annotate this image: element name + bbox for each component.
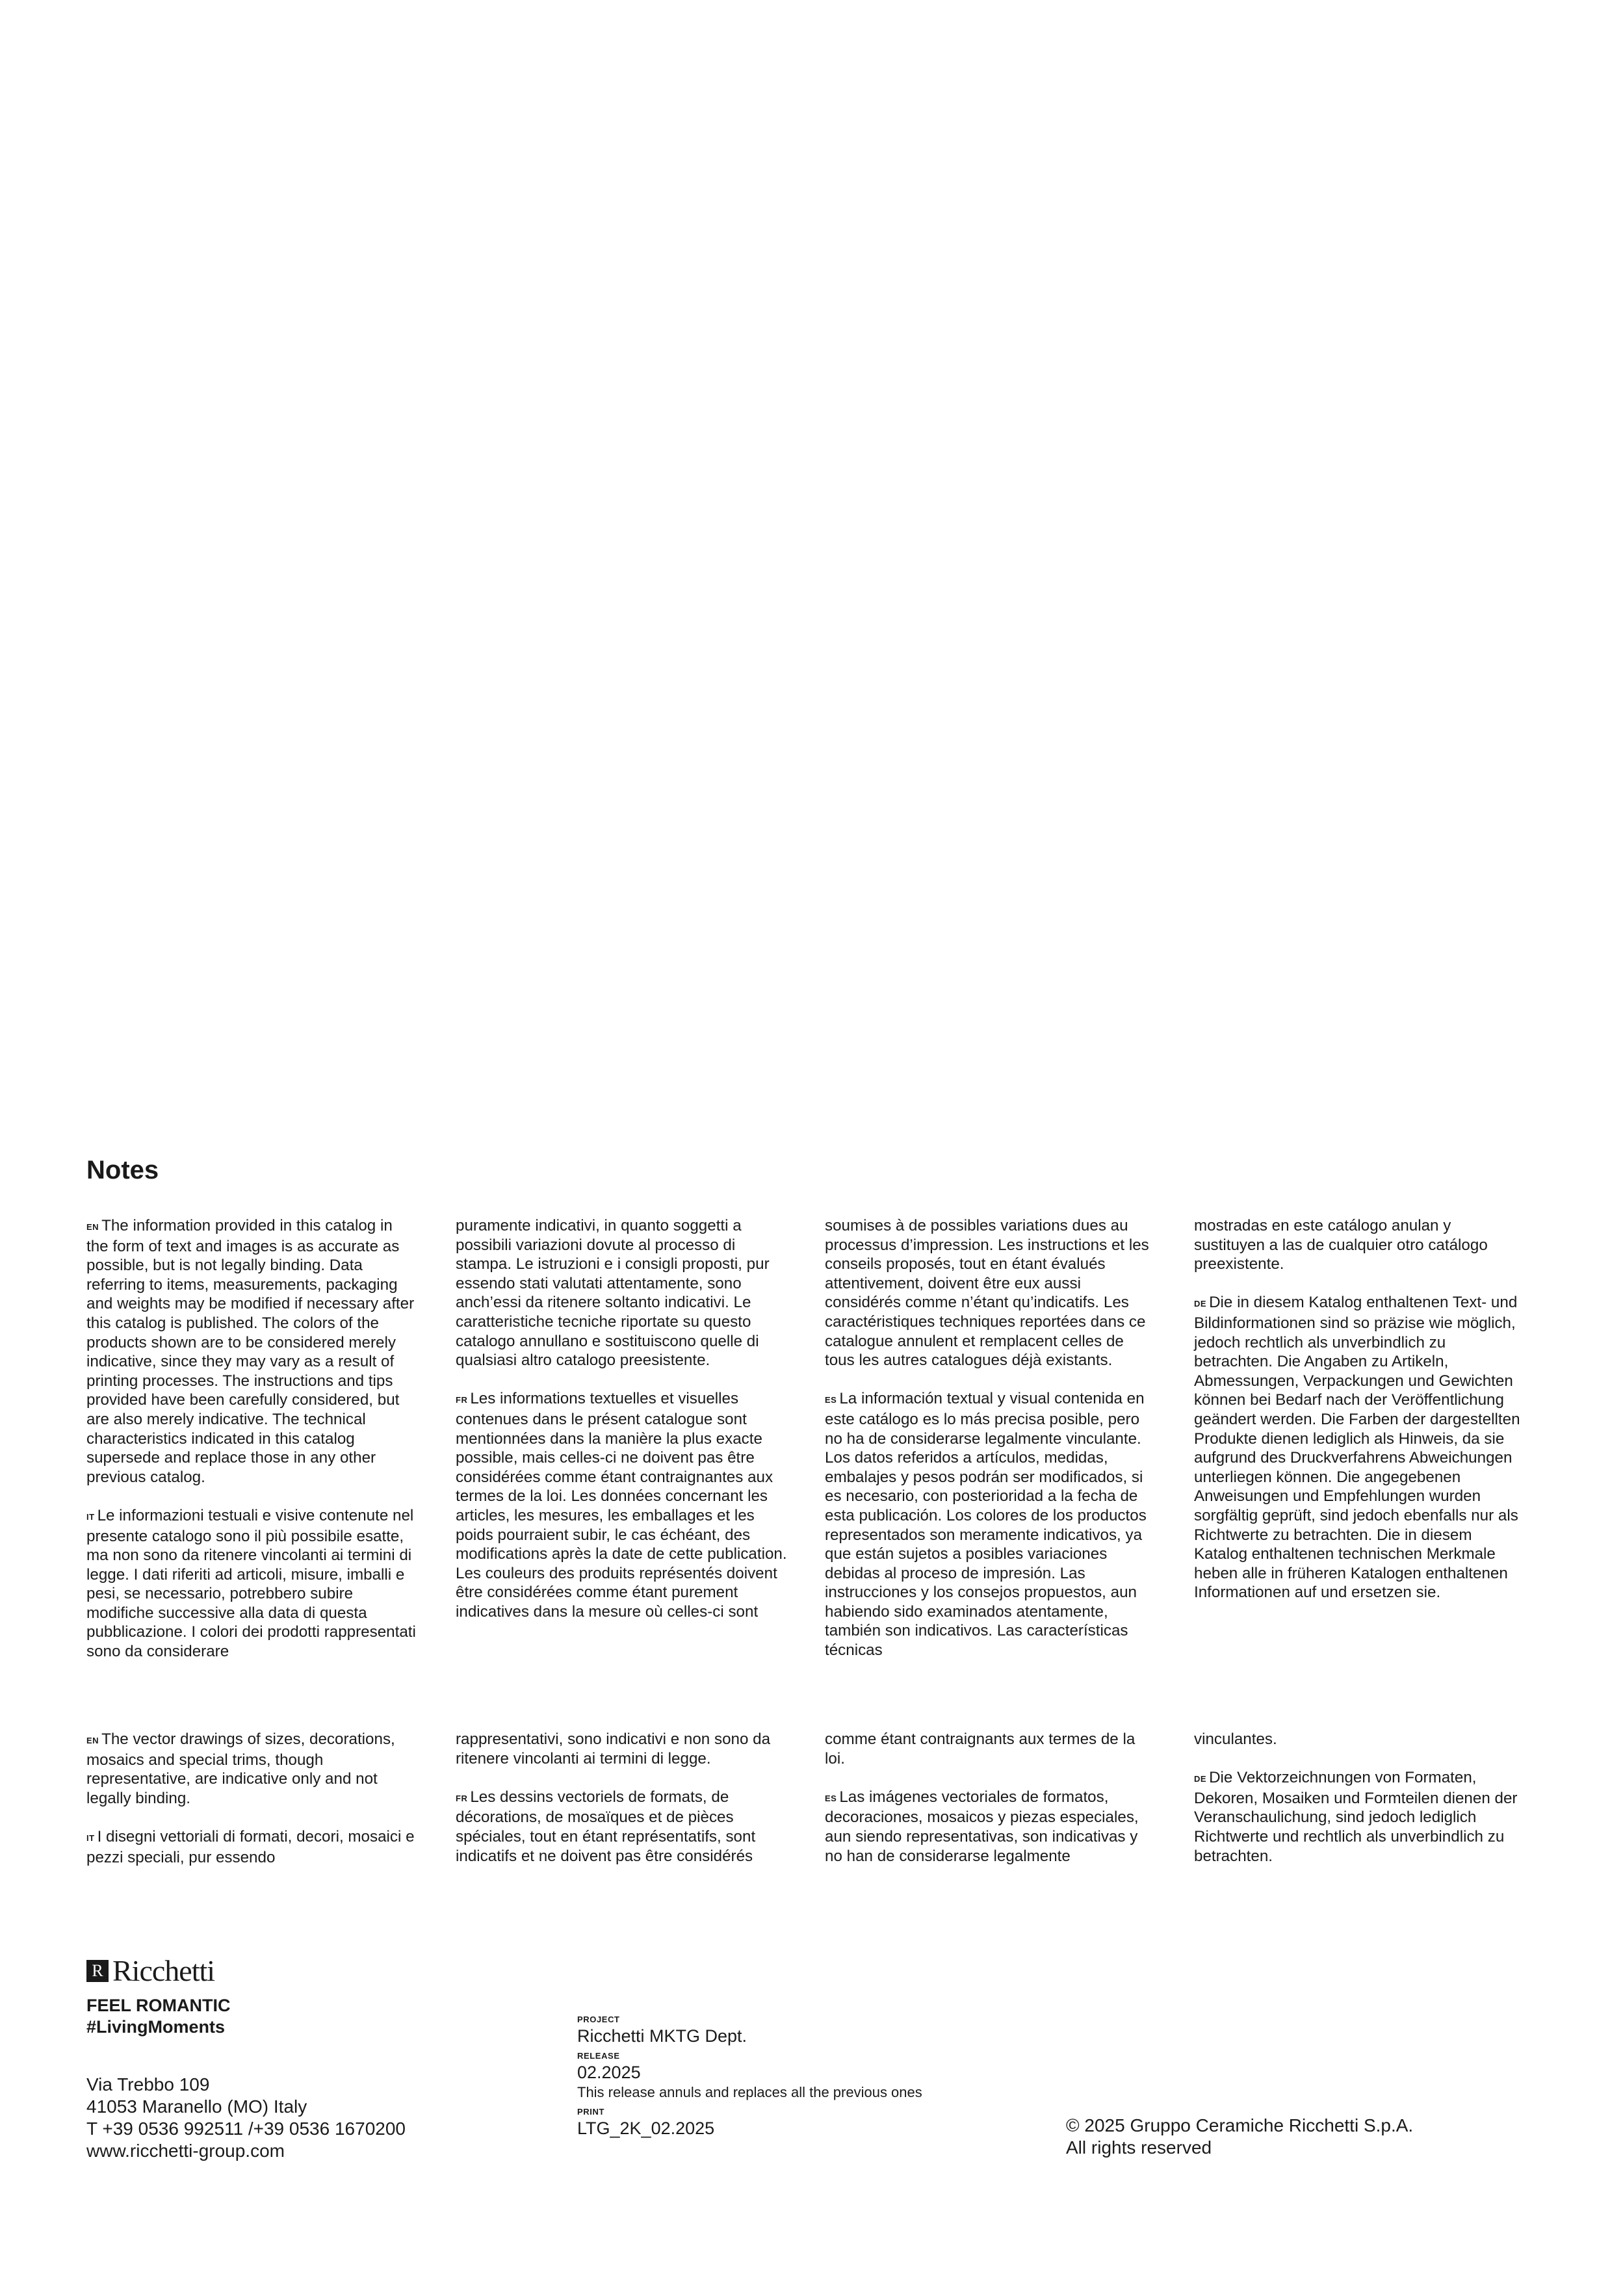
language-code: IT — [86, 1833, 95, 1843]
paragraph-text: The vector drawings of sizes, decorations, mosaics and special trims, though representative, are indicative only and not legally binding. — [86, 1730, 395, 1807]
print-value: LTG_2K_02.2025 — [577, 2119, 715, 2138]
paragraph-text: La información textual y visual contenida en este catálogo es lo más precisa posible, pero no ha de considerarse legalmente vinculante. Los datos referidos a artículos, medidas, embalajes y pesos podrán ser modificados, si es necesario, con posterioridad a la fecha de esta publicación. Los colores de los productos representados son meramente indicativos, ya que están sujetos a posibles variaciones debidas al proceso de impresión. Las instrucciones y los consejos propuestos, aun habiendo sido examinados atentamente, también son indicativos. Las características técnicas — [825, 1390, 1147, 1660]
paragraph-text: I disegni vettoriali di formati, decori, mosaici e pezzi speciali, pur essendo — [86, 1827, 415, 1866]
paragraph-text: Die Vektorzeichnungen von Formaten, Dekoren, Mosaiken und Formteilen dienen der Veranschaulichung, sind jedoch lediglich Richtwerte und rechtlich als unverbindlich zu betrachten. — [1194, 1769, 1518, 1865]
notes-paragraph-fr-cont — [825, 1216, 1156, 1370]
brand-tagline: FEEL ROMANTIC — [86, 1996, 231, 2015]
language-code: FR — [456, 1395, 468, 1405]
paragraph-text: puramente indicativi, in quanto soggetti a possibili variazioni dovute al processo di stampa. Le istruzioni e i consigli proposti, pur essendo stati valutati attentamente, sono anch’essi da ritenere soltanto indicativi. Le caratteristiche tecniche riportate su questo catalogo annullano e sostituiscono quelle di qualsiasi altro catalogo preesistente. — [456, 1217, 770, 1370]
rights-reserved-line: All rights reserved — [1066, 2137, 1212, 2158]
language-code: DE — [1194, 1299, 1207, 1309]
notes-paragraph-es — [825, 1389, 1156, 1660]
vector-drawings-disclaimer-block — [86, 1730, 1529, 1886]
project-value: Ricchetti MKTG Dept. — [577, 2026, 747, 2046]
vector-paragraph-it — [86, 1827, 418, 1867]
paragraph-text: comme étant contraignants aux termes de la loi. — [825, 1730, 1136, 1768]
publication-meta — [577, 2010, 922, 2139]
address-street: Via Trebbo 109 — [86, 2074, 210, 2094]
language-code: EN — [86, 1222, 99, 1232]
paragraph-text: Las imágenes vectoriales de formatos, decoraciones, mosaicos y piezas especiales, aun siendo representativas, son indicativas y no han de considerarse legalmente — [825, 1788, 1139, 1865]
vector-column-1 — [86, 1730, 418, 1886]
vector-paragraph-de — [1194, 1768, 1526, 1866]
paragraph-text: The information provided in this catalog in the form of text and images is as accurate as possible, but is not legally binding. Data referring to items, measurements, packaging and weights may be modified if necessary after this catalog is published. The colors of the products shown are to be considered merely indicative, since they may vary as a result of printing processes. The instructions and tips provided have been carefully considered, but are also merely indicative. The technical characteristics indicated in this catalog supersede and replace those in any other previous catalog. — [86, 1217, 415, 1486]
logo-mark-icon: R — [86, 1960, 109, 1982]
notes-column-1 — [86, 1216, 418, 1680]
language-code: ES — [825, 1793, 837, 1803]
release-note: This release annuls and replaces all the previous ones — [577, 2084, 922, 2100]
language-code: FR — [456, 1793, 468, 1803]
brand-hashtag: #LivingMoments — [86, 2017, 226, 2037]
vector-paragraph-en — [86, 1730, 418, 1808]
paragraph-text: Les informations textuelles et visuelles contenues dans le présent catalogue sont mentionnées dans la manière la plus exacte possible, mais celles-ci ne doivent pas être considérées comme étant contraignantes aux termes de la loi. Les données concernant les articles, les mesures, les emballages et les poids pourraient subir, le cas échéant, des modifications après la date de cette publication. Les couleurs des produits représentés doivent être considérées comme étant purement indicatives dans la mesure où celles-ci sont — [456, 1390, 787, 1621]
notes-paragraph-es-cont — [1194, 1216, 1526, 1274]
notes-paragraph-de — [1194, 1293, 1526, 1602]
notes-paragraph-it — [86, 1506, 418, 1662]
paragraph-text: Le informazioni testuali e visive contenute nel presente catalogo sono il più possibile esatte, ma non sono da ritenere vincolanti ai termini di legge. I dati riferiti ad articoli, misure, imballi e pesi, se necessario, potrebbero subire modifiche successive alla data di questa pubblicazione. I colori dei prodotti rappresentati sono da considerare — [86, 1506, 416, 1661]
notes-paragraph-fr — [456, 1389, 787, 1621]
vector-paragraph-es-cont — [1194, 1730, 1526, 1749]
ricchetti-logo — [86, 1953, 214, 1988]
paragraph-text: Die in diesem Katalog enthaltenen Text- und Bildinformationen sind so präzise wie möglich, jedoch rechtlich als unverbindlich zu betrachten. Die Angaben zu Artikeln, Abmessungen, Verpackungen und Gewichten können bei Bedarf nach der Veröffentlichung geändert werden. Die Farben der dargestellten Produkte dienen lediglich als Hinweis, da sie aufgrund des Druckverfahrens Abweichungen unterliegen können. Die angegebenen Anweisungen und Empfehlungen wurden sorgfältig geprüft, sind jedoch ebenfalls nur als Richtwerte zu betrachten. Die in diesem Katalog enthaltenen technischen Merkmale heben alle in früheren Katalogen enthaltenen Informationen auf und ersetzen sie. — [1194, 1294, 1520, 1602]
address-city: 41053 Maranello (MO) Italy — [86, 2096, 307, 2117]
vector-column-2 — [456, 1730, 787, 1886]
language-code: DE — [1194, 1774, 1207, 1784]
vector-paragraph-es — [825, 1788, 1156, 1866]
project-label: PROJECT — [577, 2015, 620, 2024]
vector-paragraph-fr — [456, 1788, 787, 1866]
print-label: PRINT — [577, 2107, 604, 2117]
vector-paragraph-it-cont — [456, 1730, 787, 1768]
address-phone: T +39 0536 992511 /+39 0536 1670200 — [86, 2119, 406, 2139]
notes-column-2 — [456, 1216, 787, 1680]
language-code: IT — [86, 1511, 95, 1522]
notes-paragraph-it-cont — [456, 1216, 787, 1370]
language-code: EN — [86, 1736, 99, 1745]
paragraph-text: mostradas en este catálogo anulan y sustituyen a las de cualquier otro catálogo preexistente. — [1194, 1217, 1488, 1273]
notes-paragraph-en — [86, 1216, 418, 1487]
release-label: RELEASE — [577, 2051, 620, 2061]
vector-paragraph-fr-cont — [825, 1730, 1156, 1768]
copyright-notice — [1066, 2115, 1413, 2159]
notes-title: Notes — [86, 1156, 159, 1184]
paragraph-text: soumises à de possibles variations dues au processus d’impression. Les instructions et les conseils proposés, tout en étant évalués attentivement, doivent être eux aussi considérés comme n’étant qu’indicatifs. Les caractéristiques techniques reportées dans ce catalogue annulent et remplacent celles de tous les autres catalogues déjà existants. — [825, 1217, 1149, 1370]
vector-column-3 — [825, 1730, 1156, 1886]
copyright-line: © 2025 Gruppo Ceramiche Ricchetti S.p.A. — [1066, 2115, 1414, 2135]
vector-column-4 — [1194, 1730, 1526, 1886]
paragraph-text: vinculantes. — [1194, 1730, 1277, 1748]
address-website: www.ricchetti-group.com — [86, 2141, 285, 2161]
release-value: 02.2025 — [577, 2063, 641, 2082]
company-address — [86, 2074, 406, 2162]
logo-wordmark: Ricchetti — [112, 1954, 215, 1987]
paragraph-text: Les dessins vectoriels de formats, de décorations, de mosaïques et de pièces spéciales, tout en étant représentatifs, sont indicatifs et ne doivent pas être considérés — [456, 1788, 756, 1865]
notes-column-3 — [825, 1216, 1156, 1680]
notes-column-4 — [1194, 1216, 1526, 1680]
notes-disclaimer-block — [86, 1216, 1529, 1680]
paragraph-text: rappresentativi, sono indicativi e non sono da ritenere vincolanti ai termini di legge. — [456, 1730, 771, 1768]
language-code: ES — [825, 1395, 837, 1405]
